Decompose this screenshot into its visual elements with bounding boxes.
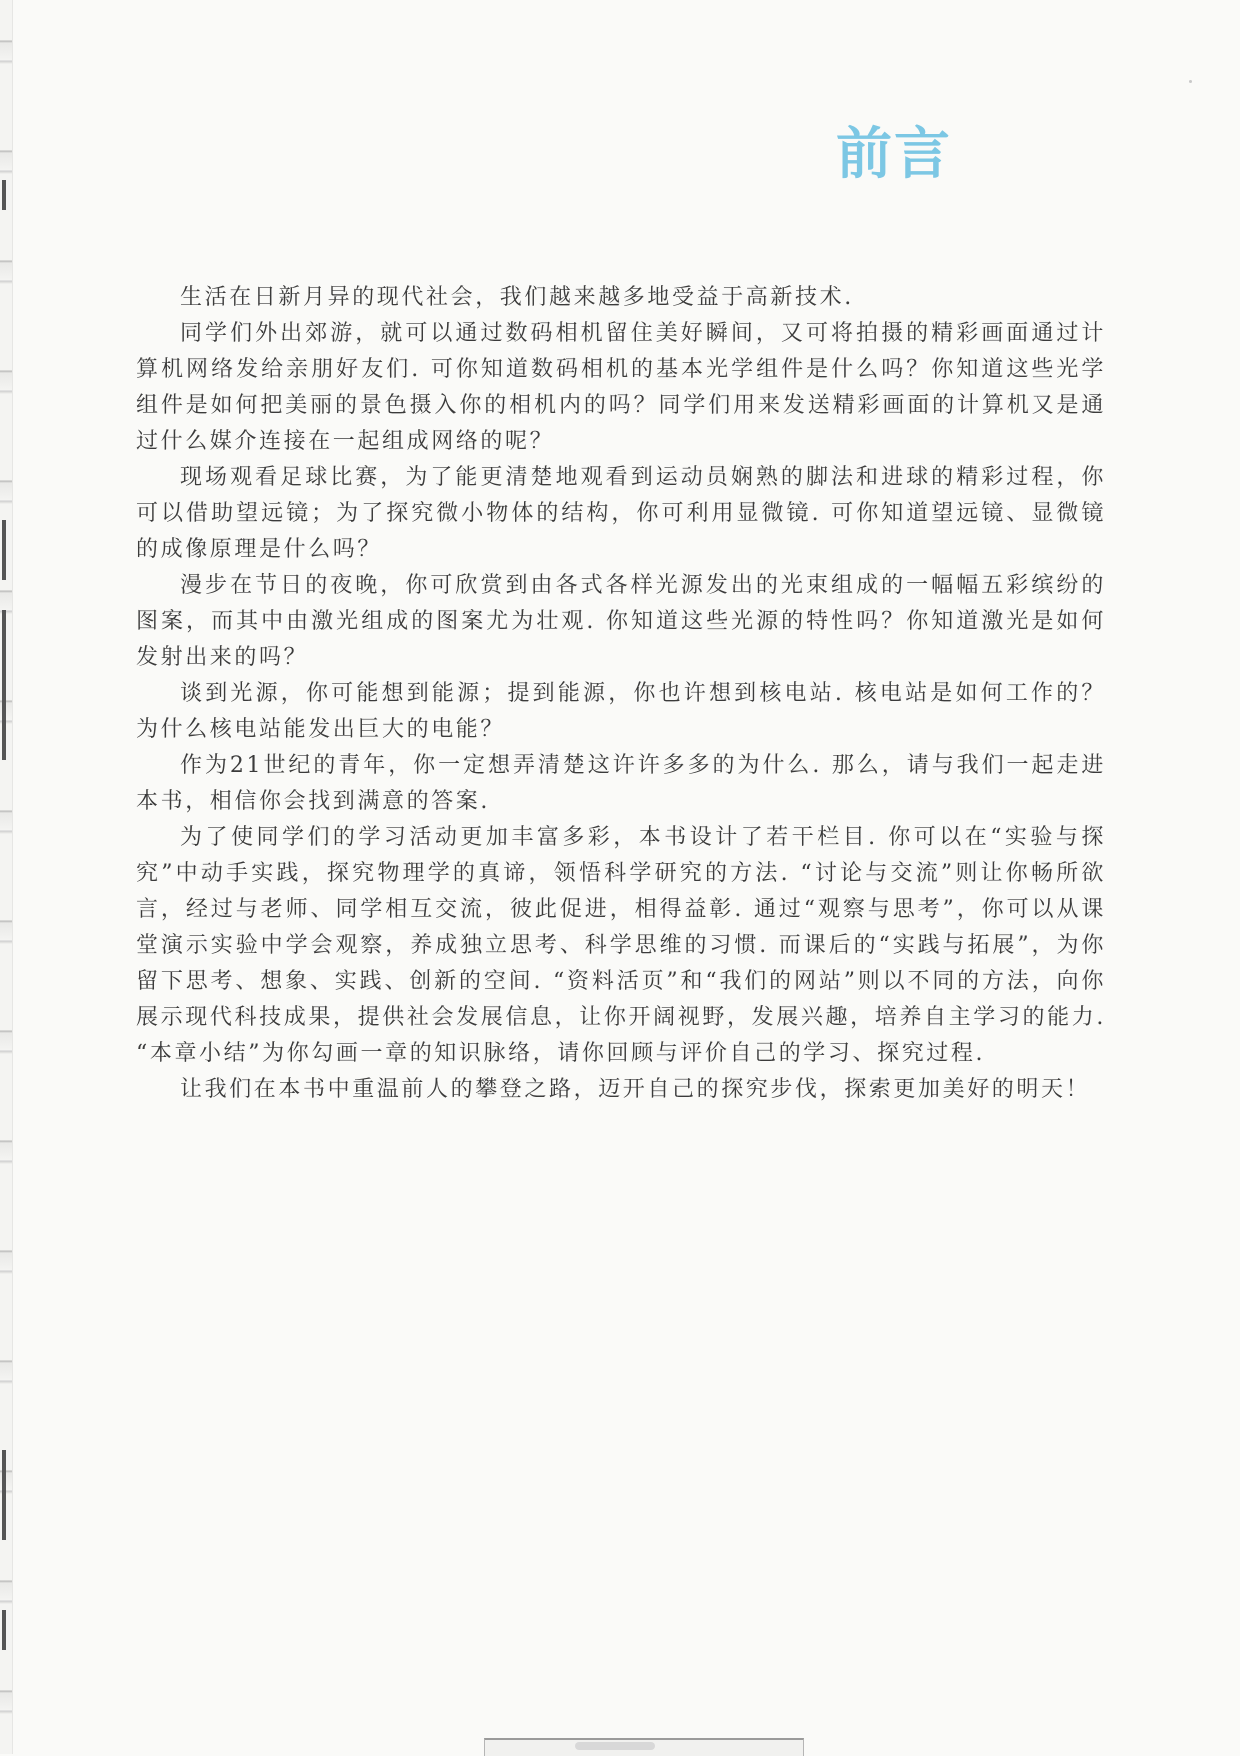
page-title: 前言 xyxy=(836,122,952,187)
paragraph: 现场观看足球比赛，为了能更清楚地观看到运动员娴熟的脚法和进球的精彩过程，你可以借助望远镜；为了探究微小物体的结构，你可利用显微镜. 可你知道望远镜、显微镜的成像原理是什么吗？ xyxy=(136,465,1106,562)
scan-edge-mark xyxy=(2,520,6,580)
paragraph: 漫步在节日的夜晚，你可欣赏到由各式各样光源发出的光束组成的一幅幅五彩缤纷的图案，而其中由激光组成的图案尤为壮观. 你知道这些光源的特性吗？你知道激光是如何发射出来的吗？ xyxy=(136,573,1106,670)
scan-edge-mark xyxy=(2,610,6,760)
paragraph: 为了使同学们的学习活动更加丰富多彩，本书设计了若干栏目. 你可以在“实验与探究”中动手实践，探究物理学的真谛，领悟科学研究的方法. “讨论与交流”则让你畅所欲言，经过与老师、同学相互交流，彼此促进，相得益彰. 通过“观察与思考”，你可以从课堂演示实验中学会观察，养成独立思考、科学思维的习惯. 而课后的“实践与拓展”，为你留下思考、想象、实践、创新的空间. “资料活页”和“我们的网站”则以不同的方法，向你展示现代科技成果，提供社会发展信息，让你开阔视野，发展兴趣，培养自主学习的能力. “本章小结”为你勾画一章的知识脉络，请你回顾与评价自己的学习、探究过程. xyxy=(136,825,1106,1066)
scan-edge-mark xyxy=(2,1610,6,1650)
scan-edge-mark xyxy=(2,180,6,210)
binding-tab xyxy=(484,1738,804,1756)
scan-speck xyxy=(1189,80,1192,83)
paragraph: 生活在日新月异的现代社会，我们越来越多地受益于高新技术. xyxy=(180,285,854,310)
paragraph: 让我们在本书中重温前人的攀登之路，迈开自己的探究步伐，探索更加美好的明天！ xyxy=(180,1077,1091,1102)
paragraph: 谈到光源，你可能想到能源；提到能源，你也许想到核电站. 核电站是如何工作的？为什么核电站能发出巨大的电能？ xyxy=(136,681,1106,742)
paragraph: 同学们外出郊游，就可以通过数码相机留住美好瞬间，又可将拍摄的精彩画面通过计算机网络发给亲朋好友们. 可你知道数码相机的基本光学组件是什么吗？你知道这些光学组件是如何把美丽的景色摄入你的相机内的吗？同学们用来发送精彩画面的计算机又是通过什么媒介连接在一起组成网络的呢？ xyxy=(136,321,1106,454)
scan-edge-mark xyxy=(2,1450,6,1540)
binding-notch xyxy=(575,1742,655,1750)
preface-body xyxy=(136,280,1106,1108)
paragraph: 作为21世纪的青年，你一定想弄清楚这许许多多的为什么. 那么，请与我们一起走进本书，相信你会找到满意的答案. xyxy=(136,753,1106,814)
